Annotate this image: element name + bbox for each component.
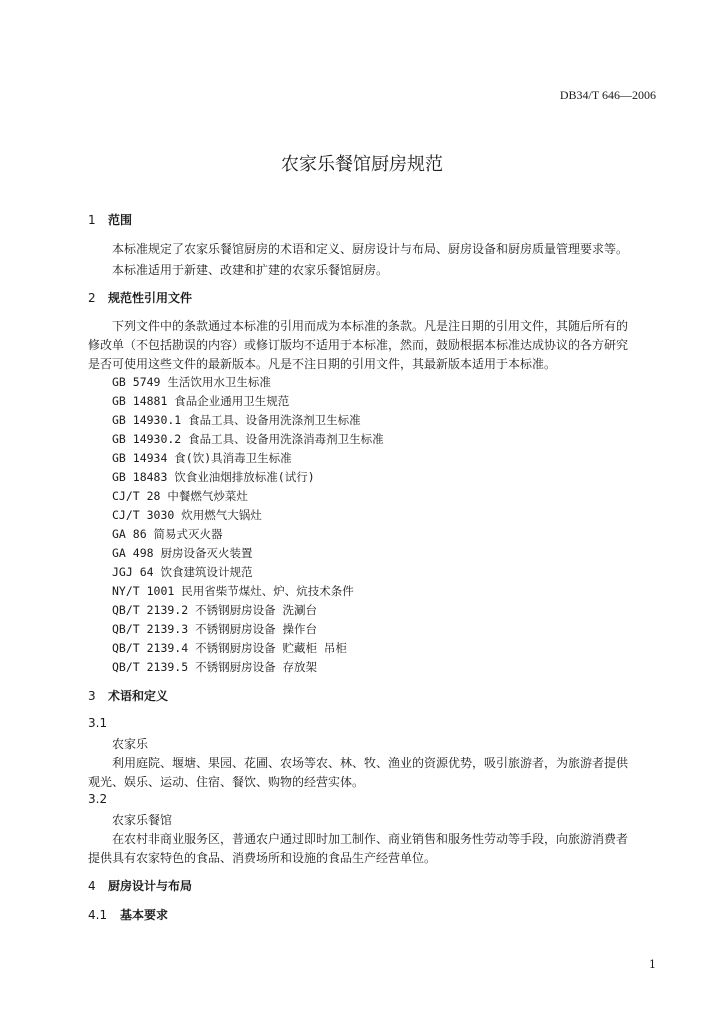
reference-item: CJ/T 28 中餐燃气炒菜灶: [112, 489, 248, 503]
subsection-number: 4.1: [88, 908, 108, 922]
section-number: 2: [88, 291, 96, 305]
reference-item: QB/T 2139.2 不锈钢厨房设备 洗涮台: [112, 603, 318, 617]
reference-item: NY/T 1001 民用省柴节煤灶、炉、炕技术条件: [112, 584, 354, 598]
section-2-heading: [88, 289, 192, 306]
reference-item: GB 5749 生活饮用水卫生标准: [112, 375, 271, 389]
paragraph-line: 是否可使用这些文件的最新版本。凡是不注日期的引用文件，其最新版本适用于本标准。: [88, 357, 557, 371]
term-name: 农家乐: [112, 737, 149, 751]
definition-line: 在农村非商业服务区，普通农户通过即时加工制作、商业销售和服务性劳动等手段，向旅游消费者: [112, 832, 629, 846]
reference-item: QB/T 2139.5 不锈钢厨房设备 存放架: [112, 660, 318, 674]
reference-item: GB 14934 食(饮)具消毒卫生标准: [112, 451, 292, 465]
section-title: 厨房设计与布局: [108, 879, 193, 893]
section-title: 术语和定义: [108, 689, 169, 703]
subsection-title: 基本要求: [120, 908, 169, 922]
paragraph: 本标准规定了农家乐餐馆厨房的术语和定义、厨房设计与布局、厨房设备和厨房质量管理要求等。: [112, 242, 629, 256]
definition-line: 提供具有农家特色的食品、消费场所和设施的食品生产经营单位。: [88, 851, 437, 865]
section-1-heading: [88, 211, 132, 228]
subsection-4-1-heading: [88, 906, 168, 923]
section-title: 范围: [108, 213, 133, 227]
definition-line: 利用庭院、堰塘、果园、花圃、农场等农、林、牧、渔业的资源优势，吸引旅游者，为旅游者提供: [112, 756, 629, 770]
reference-item: CJ/T 3030 炊用燃气大锅灶: [112, 508, 262, 522]
definition-line: 观光、娱乐、运动、住宿、餐饮、购物的经营实体。: [88, 775, 365, 789]
reference-item: GB 14930.2 食品工具、设备用洗涤消毒剂卫生标准: [112, 432, 384, 446]
section-number: 1: [88, 213, 96, 227]
reference-item: JGJ 64 饮食建筑设计规范: [112, 565, 253, 579]
standard-number: DB34/T 646—2006: [559, 88, 656, 102]
section-4-heading: [88, 877, 192, 894]
reference-item: GB 14930.1 食品工具、设备用洗涤剂卫生标准: [112, 413, 361, 427]
term-name: 农家乐餐馆: [112, 813, 173, 827]
reference-item: GA 86 简易式灭火器: [112, 527, 223, 541]
document-title: 农家乐餐馆厨房规范: [281, 154, 443, 175]
section-title: 规范性引用文件: [108, 291, 193, 305]
term-number: 3.1: [88, 716, 108, 730]
reference-item: QB/T 2139.3 不锈钢厨房设备 操作台: [112, 622, 318, 636]
reference-item: QB/T 2139.4 不锈钢厨房设备 贮藏柜 吊柜: [112, 641, 347, 655]
section-number: 4: [88, 879, 96, 893]
reference-item: GB 14881 食品企业通用卫生规范: [112, 394, 290, 408]
page-number: 1: [649, 958, 656, 971]
section-3-heading: [88, 687, 168, 704]
paragraph-line: 下列文件中的条款通过本标准的引用而成为本标准的条款。凡是注日期的引用文件，其随后所有的: [112, 319, 629, 333]
paragraph: 本标准适用于新建、改建和扩建的农家乐餐馆厨房。: [112, 263, 389, 277]
section-number: 3: [88, 689, 96, 703]
reference-item: GA 498 厨房设备灭火装置: [112, 546, 253, 560]
term-number: 3.2: [88, 792, 108, 806]
reference-item: GB 18483 饮食业油烟排放标准(试行): [112, 470, 315, 484]
paragraph-line: 修改单（不包括勘误的内容）或修订版均不适用于本标准，然而，鼓励根据本标准达成协议的各方研究: [88, 338, 629, 352]
